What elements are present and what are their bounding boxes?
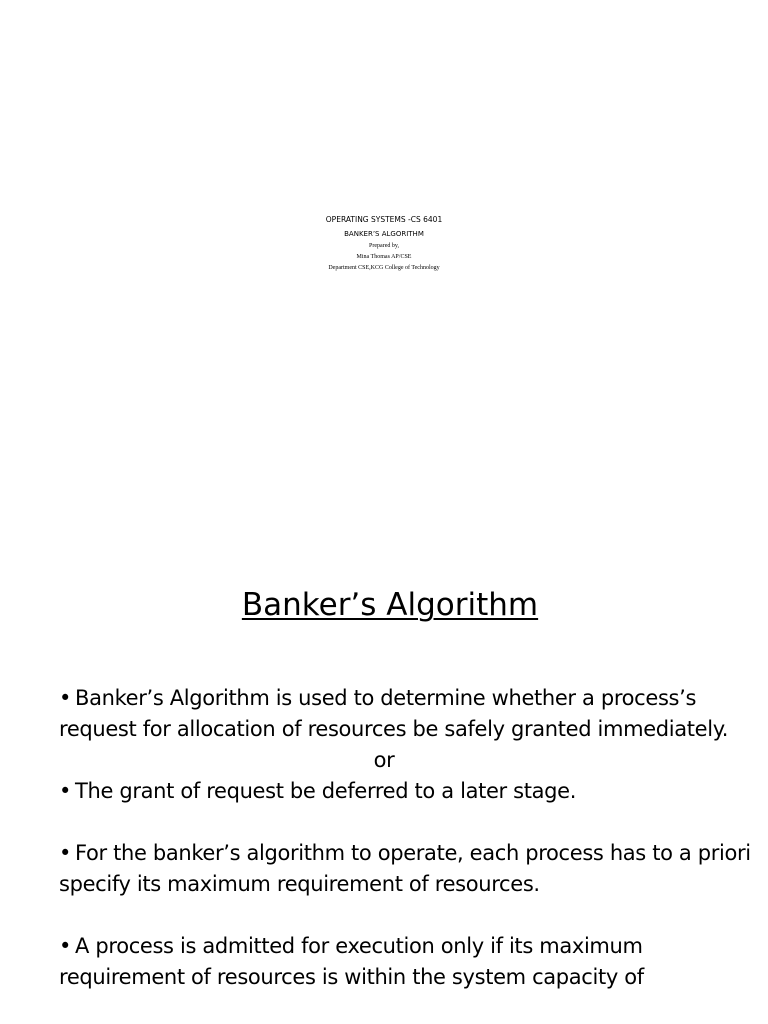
bullet-item-2 [59,776,759,807]
bullet-text-4: A process is admitted for execution only if its maximum requirement of resources is within the system capacity of [59,934,644,989]
department-name: Department CSE,KCG College of Technology [328,265,440,271]
slide-heading: Banker’s Algorithm [241,587,539,623]
paragraph-gap [59,807,759,838]
title-slide [0,212,768,274]
bullet-text-1: Banker’s Algorithm is used to determine whether a process’s request for allocation of resources be safely granted immediately. [59,686,729,741]
prepared-by-label: Prepared by, [369,243,399,249]
bullet-icon: • [59,841,72,865]
bullet-text-3: For the banker’s algorithm to operate, each process has to a priori specify its maximum requirement of resources. [59,841,751,896]
bullet-icon: • [59,686,72,710]
slide-content [59,683,759,993]
paragraph-gap [59,900,759,931]
bullet-text-2: The grant of request be deferred to a later stage. [75,779,577,803]
author-name: Mina Thomas AP/CSE [356,254,412,260]
bullet-item-4 [59,931,759,993]
or-separator: or [373,748,395,772]
bullet-icon: • [59,779,72,803]
bullet-icon: • [59,934,72,958]
course-title: OPERATING SYSTEMS -CS 6401 [325,215,443,224]
topic-title: BANKER’S ALGORITHM [344,230,424,238]
bullet-item-1 [59,683,759,745]
bullet-item-3 [59,838,759,900]
